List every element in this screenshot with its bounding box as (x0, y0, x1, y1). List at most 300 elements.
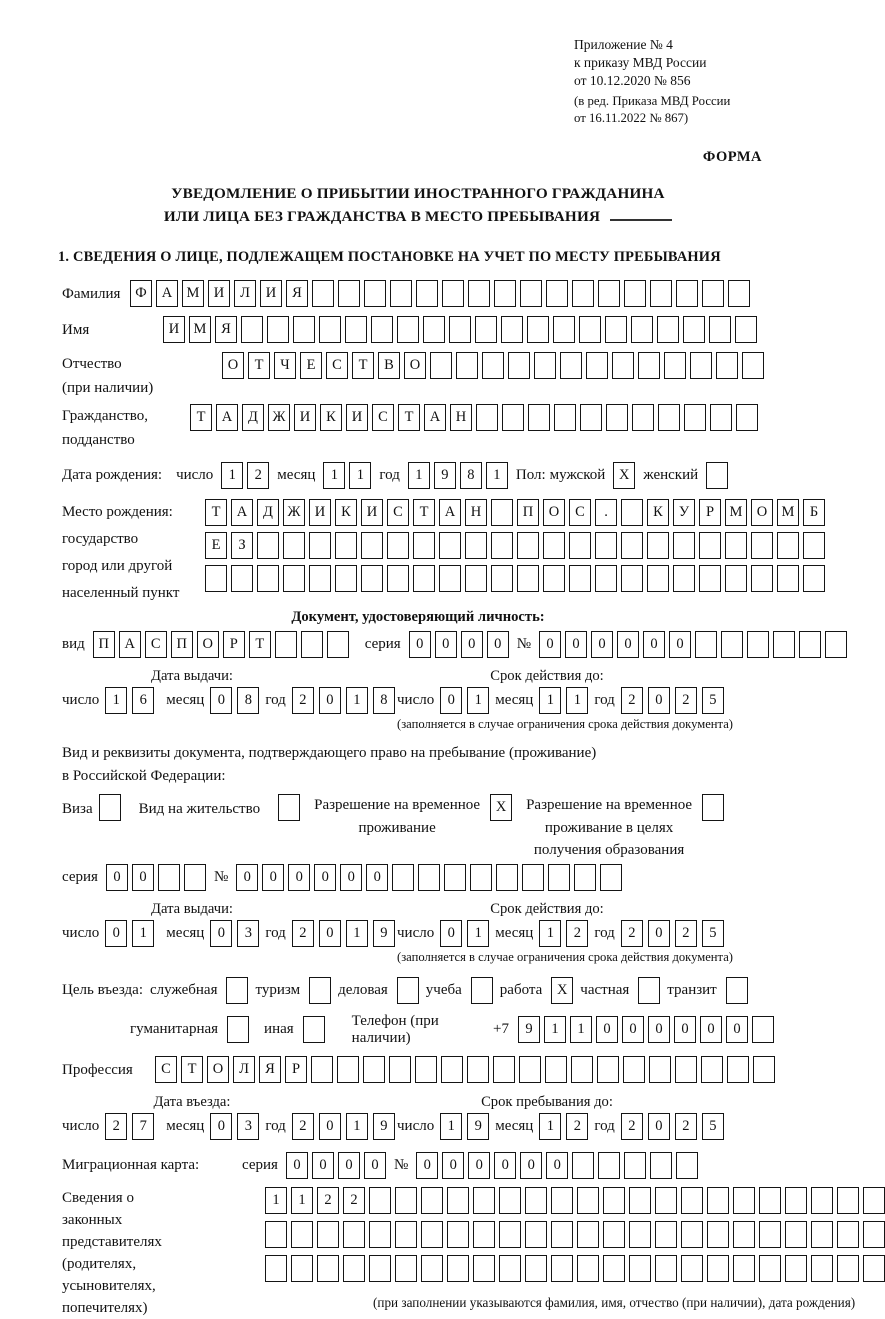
char-cell[interactable]: X (490, 794, 512, 821)
char-cell[interactable] (371, 316, 393, 343)
char-cell[interactable]: Т (352, 352, 374, 379)
char-cell[interactable]: 0 (366, 864, 388, 891)
char-cell[interactable]: 3 (237, 920, 259, 947)
char-cell[interactable] (397, 316, 419, 343)
char-cell[interactable] (475, 316, 497, 343)
char-cell[interactable]: 2 (292, 687, 314, 714)
char-cell[interactable]: И (208, 280, 230, 307)
char-cell[interactable]: 0 (286, 1152, 308, 1179)
char-cell[interactable] (413, 532, 435, 559)
char-cell[interactable] (638, 352, 660, 379)
char-cell[interactable]: 5 (702, 687, 724, 714)
char-cell[interactable] (309, 977, 331, 1004)
char-cell[interactable]: С (387, 499, 409, 526)
char-cell[interactable]: 0 (591, 631, 613, 658)
char-cell[interactable]: 0 (648, 920, 670, 947)
char-cell[interactable]: 0 (435, 631, 457, 658)
char-cell[interactable] (811, 1187, 833, 1214)
char-cell[interactable]: 0 (314, 864, 336, 891)
char-cell[interactable] (527, 316, 549, 343)
char-cell[interactable]: Я (215, 316, 237, 343)
char-cell[interactable]: А (119, 631, 141, 658)
char-cell[interactable] (863, 1221, 885, 1248)
char-cell[interactable]: Р (285, 1056, 307, 1083)
char-cell[interactable] (283, 565, 305, 592)
char-cell[interactable]: 5 (702, 1113, 724, 1140)
char-cell[interactable]: 0 (442, 1152, 464, 1179)
char-cell[interactable]: С (326, 352, 348, 379)
char-cell[interactable]: О (222, 352, 244, 379)
char-cell[interactable] (657, 316, 679, 343)
char-cell[interactable] (733, 1255, 755, 1282)
char-cell[interactable] (442, 280, 464, 307)
char-cell[interactable]: 0 (648, 1113, 670, 1140)
char-cell[interactable] (335, 565, 357, 592)
char-cell[interactable] (701, 1056, 723, 1083)
char-cell[interactable]: 0 (236, 864, 258, 891)
char-cell[interactable] (759, 1187, 781, 1214)
char-cell[interactable]: 0 (565, 631, 587, 658)
char-cell[interactable]: 0 (669, 631, 691, 658)
char-cell[interactable]: 1 (467, 687, 489, 714)
char-cell[interactable] (283, 532, 305, 559)
char-cell[interactable]: 1 (349, 462, 371, 489)
char-cell[interactable]: 0 (648, 687, 670, 714)
char-cell[interactable] (546, 280, 568, 307)
char-cell[interactable] (473, 1221, 495, 1248)
char-cell[interactable] (343, 1221, 365, 1248)
char-cell[interactable] (369, 1255, 391, 1282)
char-cell[interactable] (785, 1255, 807, 1282)
char-cell[interactable] (811, 1255, 833, 1282)
char-cell[interactable] (752, 1016, 774, 1043)
char-cell[interactable]: З (231, 532, 253, 559)
char-cell[interactable] (706, 462, 728, 489)
char-cell[interactable]: Е (300, 352, 322, 379)
char-cell[interactable]: А (424, 404, 446, 431)
char-cell[interactable] (676, 1152, 698, 1179)
char-cell[interactable] (496, 864, 518, 891)
char-cell[interactable] (553, 316, 575, 343)
char-cell[interactable]: 1 (539, 687, 561, 714)
char-cell[interactable] (343, 1255, 365, 1282)
char-cell[interactable]: 0 (312, 1152, 334, 1179)
char-cell[interactable] (759, 1221, 781, 1248)
char-cell[interactable] (227, 1016, 249, 1043)
char-cell[interactable] (803, 565, 825, 592)
char-cell[interactable]: 0 (440, 687, 462, 714)
char-cell[interactable] (586, 352, 608, 379)
char-cell[interactable] (525, 1187, 547, 1214)
char-cell[interactable] (571, 1056, 593, 1083)
char-cell[interactable]: 1 (265, 1187, 287, 1214)
char-cell[interactable]: С (145, 631, 167, 658)
char-cell[interactable]: Ч (274, 352, 296, 379)
char-cell[interactable] (773, 631, 795, 658)
char-cell[interactable]: С (372, 404, 394, 431)
char-cell[interactable] (595, 532, 617, 559)
char-cell[interactable] (777, 532, 799, 559)
char-cell[interactable] (629, 1221, 651, 1248)
char-cell[interactable] (395, 1221, 417, 1248)
char-cell[interactable] (491, 565, 513, 592)
char-cell[interactable] (603, 1221, 625, 1248)
char-cell[interactable] (707, 1255, 729, 1282)
char-cell[interactable] (572, 280, 594, 307)
char-cell[interactable] (395, 1255, 417, 1282)
char-cell[interactable] (473, 1255, 495, 1282)
char-cell[interactable] (387, 565, 409, 592)
char-cell[interactable]: Д (257, 499, 279, 526)
char-cell[interactable]: 7 (132, 1113, 154, 1140)
char-cell[interactable] (231, 565, 253, 592)
char-cell[interactable] (499, 1221, 521, 1248)
char-cell[interactable] (733, 1187, 755, 1214)
char-cell[interactable] (439, 532, 461, 559)
char-cell[interactable] (736, 404, 758, 431)
char-cell[interactable] (574, 864, 596, 891)
char-cell[interactable] (664, 352, 686, 379)
char-cell[interactable] (623, 1056, 645, 1083)
char-cell[interactable] (423, 316, 445, 343)
char-cell[interactable] (470, 864, 492, 891)
char-cell[interactable] (257, 532, 279, 559)
char-cell[interactable] (777, 565, 799, 592)
char-cell[interactable] (655, 1255, 677, 1282)
char-cell[interactable] (673, 565, 695, 592)
char-cell[interactable] (499, 1187, 521, 1214)
char-cell[interactable]: 0 (596, 1016, 618, 1043)
char-cell[interactable]: 8 (237, 687, 259, 714)
char-cell[interactable]: 0 (643, 631, 665, 658)
char-cell[interactable]: И (361, 499, 383, 526)
char-cell[interactable]: 2 (621, 1113, 643, 1140)
char-cell[interactable] (621, 565, 643, 592)
char-cell[interactable] (612, 352, 634, 379)
char-cell[interactable] (293, 316, 315, 343)
char-cell[interactable] (742, 352, 764, 379)
char-cell[interactable] (683, 316, 705, 343)
char-cell[interactable] (629, 1187, 651, 1214)
char-cell[interactable]: 0 (440, 920, 462, 947)
char-cell[interactable] (501, 316, 523, 343)
char-cell[interactable] (709, 316, 731, 343)
char-cell[interactable]: 0 (520, 1152, 542, 1179)
char-cell[interactable]: А (231, 499, 253, 526)
char-cell[interactable] (551, 1255, 573, 1282)
char-cell[interactable]: 0 (105, 920, 127, 947)
char-cell[interactable]: Р (699, 499, 721, 526)
char-cell[interactable]: 2 (675, 687, 697, 714)
char-cell[interactable]: 1 (323, 462, 345, 489)
char-cell[interactable]: 2 (343, 1187, 365, 1214)
char-cell[interactable] (577, 1187, 599, 1214)
char-cell[interactable]: 0 (132, 864, 154, 891)
char-cell[interactable] (727, 1056, 749, 1083)
char-cell[interactable] (650, 1152, 672, 1179)
char-cell[interactable]: X (613, 462, 635, 489)
char-cell[interactable]: 0 (468, 1152, 490, 1179)
char-cell[interactable] (184, 864, 206, 891)
char-cell[interactable] (759, 1255, 781, 1282)
char-cell[interactable]: Т (248, 352, 270, 379)
char-cell[interactable] (447, 1255, 469, 1282)
char-cell[interactable]: 9 (373, 1113, 395, 1140)
char-cell[interactable] (337, 1056, 359, 1083)
char-cell[interactable] (751, 565, 773, 592)
char-cell[interactable]: 0 (487, 631, 509, 658)
char-cell[interactable] (449, 316, 471, 343)
char-cell[interactable]: 0 (288, 864, 310, 891)
char-cell[interactable] (415, 1056, 437, 1083)
char-cell[interactable]: 2 (566, 920, 588, 947)
char-cell[interactable] (369, 1221, 391, 1248)
char-cell[interactable] (702, 280, 724, 307)
char-cell[interactable] (624, 280, 646, 307)
char-cell[interactable] (699, 532, 721, 559)
char-cell[interactable]: 3 (237, 1113, 259, 1140)
char-cell[interactable] (363, 1056, 385, 1083)
char-cell[interactable] (785, 1221, 807, 1248)
char-cell[interactable] (493, 1056, 515, 1083)
char-cell[interactable] (241, 316, 263, 343)
char-cell[interactable] (99, 794, 121, 821)
char-cell[interactable] (439, 565, 461, 592)
char-cell[interactable]: 0 (319, 920, 341, 947)
char-cell[interactable] (548, 864, 570, 891)
char-cell[interactable]: П (517, 499, 539, 526)
char-cell[interactable] (603, 1255, 625, 1282)
char-cell[interactable] (554, 404, 576, 431)
char-cell[interactable] (430, 352, 452, 379)
char-cell[interactable]: Ж (268, 404, 290, 431)
char-cell[interactable]: 2 (317, 1187, 339, 1214)
char-cell[interactable] (364, 280, 386, 307)
char-cell[interactable] (655, 1187, 677, 1214)
char-cell[interactable] (676, 280, 698, 307)
char-cell[interactable]: Л (234, 280, 256, 307)
char-cell[interactable]: 1 (346, 1113, 368, 1140)
char-cell[interactable] (278, 794, 300, 821)
char-cell[interactable]: 2 (621, 920, 643, 947)
char-cell[interactable] (655, 1221, 677, 1248)
char-cell[interactable]: 9 (373, 920, 395, 947)
char-cell[interactable] (158, 864, 180, 891)
char-cell[interactable]: М (189, 316, 211, 343)
char-cell[interactable]: 1 (105, 687, 127, 714)
char-cell[interactable]: К (647, 499, 669, 526)
char-cell[interactable] (681, 1221, 703, 1248)
char-cell[interactable]: 9 (467, 1113, 489, 1140)
char-cell[interactable] (577, 1221, 599, 1248)
char-cell[interactable] (837, 1221, 859, 1248)
char-cell[interactable] (799, 631, 821, 658)
char-cell[interactable] (522, 864, 544, 891)
char-cell[interactable]: А (216, 404, 238, 431)
char-cell[interactable]: 0 (338, 1152, 360, 1179)
char-cell[interactable] (491, 532, 513, 559)
char-cell[interactable] (444, 864, 466, 891)
char-cell[interactable] (681, 1187, 703, 1214)
char-cell[interactable] (389, 1056, 411, 1083)
char-cell[interactable]: 1 (221, 462, 243, 489)
char-cell[interactable]: 9 (434, 462, 456, 489)
char-cell[interactable]: Р (223, 631, 245, 658)
char-cell[interactable] (710, 404, 732, 431)
char-cell[interactable] (534, 352, 556, 379)
char-cell[interactable] (301, 631, 323, 658)
char-cell[interactable]: Е (205, 532, 227, 559)
char-cell[interactable] (421, 1221, 443, 1248)
char-cell[interactable]: 9 (518, 1016, 540, 1043)
char-cell[interactable]: П (171, 631, 193, 658)
char-cell[interactable] (785, 1187, 807, 1214)
char-cell[interactable] (707, 1187, 729, 1214)
char-cell[interactable] (726, 977, 748, 1004)
char-cell[interactable] (551, 1187, 573, 1214)
char-cell[interactable]: И (294, 404, 316, 431)
char-cell[interactable] (447, 1221, 469, 1248)
char-cell[interactable] (751, 532, 773, 559)
char-cell[interactable]: О (404, 352, 426, 379)
char-cell[interactable] (603, 1187, 625, 1214)
char-cell[interactable]: Т (413, 499, 435, 526)
char-cell[interactable]: 2 (247, 462, 269, 489)
char-cell[interactable] (491, 499, 513, 526)
char-cell[interactable]: Н (465, 499, 487, 526)
char-cell[interactable]: С (155, 1056, 177, 1083)
char-cell[interactable]: 1 (539, 920, 561, 947)
char-cell[interactable]: 0 (700, 1016, 722, 1043)
char-cell[interactable] (595, 565, 617, 592)
char-cell[interactable] (702, 794, 724, 821)
char-cell[interactable]: 1 (467, 920, 489, 947)
char-cell[interactable]: 6 (132, 687, 154, 714)
char-cell[interactable] (621, 532, 643, 559)
char-cell[interactable]: О (207, 1056, 229, 1083)
char-cell[interactable] (605, 316, 627, 343)
char-cell[interactable] (649, 1056, 671, 1083)
char-cell[interactable] (525, 1255, 547, 1282)
char-cell[interactable]: Т (181, 1056, 203, 1083)
char-cell[interactable] (647, 532, 669, 559)
char-cell[interactable]: 2 (675, 1113, 697, 1140)
char-cell[interactable] (338, 280, 360, 307)
char-cell[interactable] (629, 1255, 651, 1282)
char-cell[interactable]: 0 (674, 1016, 696, 1043)
char-cell[interactable] (519, 1056, 541, 1083)
char-cell[interactable]: В (378, 352, 400, 379)
char-cell[interactable] (572, 1152, 594, 1179)
char-cell[interactable]: И (346, 404, 368, 431)
char-cell[interactable] (441, 1056, 463, 1083)
char-cell[interactable] (291, 1255, 313, 1282)
char-cell[interactable] (456, 352, 478, 379)
char-cell[interactable] (728, 280, 750, 307)
char-cell[interactable]: О (197, 631, 219, 658)
char-cell[interactable] (467, 1056, 489, 1083)
char-cell[interactable]: 2 (292, 920, 314, 947)
char-cell[interactable]: Т (398, 404, 420, 431)
char-cell[interactable]: 0 (340, 864, 362, 891)
char-cell[interactable]: 0 (210, 1113, 232, 1140)
char-cell[interactable]: Я (259, 1056, 281, 1083)
char-cell[interactable] (753, 1056, 775, 1083)
char-cell[interactable] (716, 352, 738, 379)
char-cell[interactable]: 0 (622, 1016, 644, 1043)
char-cell[interactable] (673, 532, 695, 559)
char-cell[interactable] (551, 1221, 573, 1248)
char-cell[interactable] (631, 316, 653, 343)
char-cell[interactable] (508, 352, 530, 379)
char-cell[interactable]: 1 (570, 1016, 592, 1043)
char-cell[interactable]: 1 (132, 920, 154, 947)
char-cell[interactable]: 2 (566, 1113, 588, 1140)
char-cell[interactable]: 2 (621, 687, 643, 714)
char-cell[interactable] (825, 631, 847, 658)
char-cell[interactable] (465, 565, 487, 592)
char-cell[interactable] (580, 404, 602, 431)
char-cell[interactable] (733, 1221, 755, 1248)
char-cell[interactable] (447, 1187, 469, 1214)
char-cell[interactable] (647, 565, 669, 592)
char-cell[interactable] (528, 404, 550, 431)
char-cell[interactable] (275, 631, 297, 658)
char-cell[interactable]: 1 (408, 462, 430, 489)
char-cell[interactable] (226, 977, 248, 1004)
char-cell[interactable] (395, 1187, 417, 1214)
char-cell[interactable] (361, 532, 383, 559)
char-cell[interactable] (418, 864, 440, 891)
char-cell[interactable] (621, 499, 643, 526)
char-cell[interactable] (476, 404, 498, 431)
char-cell[interactable]: 2 (105, 1113, 127, 1140)
char-cell[interactable]: 1 (544, 1016, 566, 1043)
char-cell[interactable] (545, 1056, 567, 1083)
char-cell[interactable] (811, 1221, 833, 1248)
char-cell[interactable]: 0 (319, 687, 341, 714)
char-cell[interactable]: 5 (702, 920, 724, 947)
char-cell[interactable] (747, 631, 769, 658)
char-cell[interactable]: М (182, 280, 204, 307)
char-cell[interactable]: 0 (617, 631, 639, 658)
char-cell[interactable]: А (156, 280, 178, 307)
char-cell[interactable] (675, 1056, 697, 1083)
char-cell[interactable] (369, 1187, 391, 1214)
char-cell[interactable]: Т (249, 631, 271, 658)
char-cell[interactable]: 8 (373, 687, 395, 714)
char-cell[interactable] (267, 316, 289, 343)
char-cell[interactable]: 2 (292, 1113, 314, 1140)
char-cell[interactable] (598, 1152, 620, 1179)
char-cell[interactable] (721, 631, 743, 658)
char-cell[interactable]: О (543, 499, 565, 526)
char-cell[interactable]: И (260, 280, 282, 307)
char-cell[interactable]: Б (803, 499, 825, 526)
char-cell[interactable]: М (725, 499, 747, 526)
char-cell[interactable] (598, 280, 620, 307)
char-cell[interactable]: 1 (539, 1113, 561, 1140)
char-cell[interactable]: К (335, 499, 357, 526)
char-cell[interactable] (699, 565, 721, 592)
char-cell[interactable]: Н (450, 404, 472, 431)
char-cell[interactable] (517, 565, 539, 592)
char-cell[interactable] (502, 404, 524, 431)
char-cell[interactable] (473, 1187, 495, 1214)
char-cell[interactable] (392, 864, 414, 891)
char-cell[interactable]: X (551, 977, 573, 1004)
char-cell[interactable] (309, 565, 331, 592)
